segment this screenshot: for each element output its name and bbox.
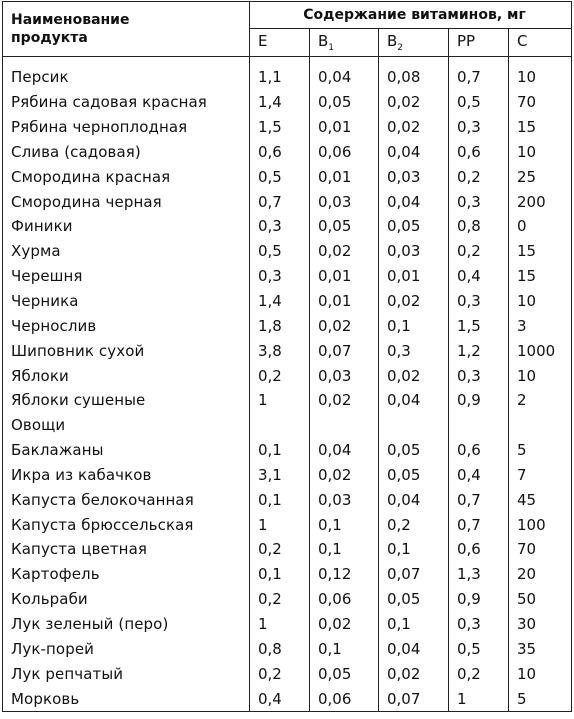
vitamin-e-cell: 1,8	[250, 313, 310, 338]
vitamin-e-cell: 1,5	[250, 115, 310, 140]
product-name-header-line2: продукта	[11, 30, 88, 46]
product-name-cell: Яблоки сушеные	[3, 388, 250, 413]
vitamin-b1-cell: 0,06	[310, 686, 379, 711]
table-row	[3, 686, 572, 711]
vitamin-e-cell: 1	[250, 512, 310, 537]
vitamin-b2-cell: 0,3	[379, 338, 449, 363]
table-row	[3, 562, 572, 587]
vitamin-b1-cell: 0,02	[310, 313, 379, 338]
vitamin-e-header: E	[250, 29, 310, 57]
vitamin-e-cell: 0,5	[250, 164, 310, 189]
vitamin-b1-cell: 0,02	[310, 463, 379, 488]
product-name-cell: Морковь	[3, 686, 250, 711]
vitamin-b2-cell: 0,07	[379, 686, 449, 711]
table-row	[3, 115, 572, 140]
vitamin-b1-cell: 0,04	[310, 57, 379, 90]
vitamin-b2-cell: 0,02	[379, 115, 449, 140]
table-row	[3, 363, 572, 388]
vitamin-pp-cell: 0,2	[449, 239, 509, 264]
vitamin-b2-cell: 0,02	[379, 289, 449, 314]
vitamin-c-cell: 25	[509, 164, 572, 189]
vitamin-b1-cell: 0,01	[310, 115, 379, 140]
vitamin-e-cell: 0,4	[250, 686, 310, 711]
vitamin-c-cell: 10	[509, 289, 572, 314]
vitamin-b2-cell: 0,1	[379, 612, 449, 637]
vitamin-e-cell: 0,2	[250, 537, 310, 562]
product-name-cell: Хурма	[3, 239, 250, 264]
table-row	[3, 239, 572, 264]
product-name-cell: Персик	[3, 57, 250, 90]
product-name-cell: Рябина черноплодная	[3, 115, 250, 140]
vitamin-b2-cell: 0,04	[379, 636, 449, 661]
table-row	[3, 313, 572, 338]
vitamin-c-header: C	[509, 29, 572, 57]
vitamin-b2-cell: 0,04	[379, 388, 449, 413]
product-name-cell: Черника	[3, 289, 250, 314]
vitamin-c-cell: 15	[509, 115, 572, 140]
vitamin-pp-cell: 0,5	[449, 636, 509, 661]
product-name-cell: Рябина садовая красная	[3, 90, 250, 115]
table-row	[3, 537, 572, 562]
vitamin-pp-cell: 1,2	[449, 338, 509, 363]
product-name-cell: Смородина черная	[3, 189, 250, 214]
vitamin-pp-cell: 0,8	[449, 214, 509, 239]
vitamin-e-cell: 0,8	[250, 636, 310, 661]
vitamin-b2-cell: 0,05	[379, 438, 449, 463]
vitamin-pp-cell: 0,5	[449, 90, 509, 115]
vitamin-e-cell: 0,1	[250, 487, 310, 512]
vitamin-c-cell: 35	[509, 636, 572, 661]
product-name-cell: Смородина красная	[3, 164, 250, 189]
vitamin-pp-cell: 0,9	[449, 587, 509, 612]
vitamin-c-cell: 50	[509, 587, 572, 612]
product-name-cell: Лук репчатый	[3, 661, 250, 686]
vitamin-pp-cell: 0,3	[449, 363, 509, 388]
vitamin-b2-cell: 0,01	[379, 264, 449, 289]
table-row	[3, 661, 572, 686]
vitamin-content-header: Содержание витаминов, мг	[250, 2, 572, 29]
vitamin-c-cell: 5	[509, 686, 572, 711]
vitamin-b1-cell: 0,05	[310, 661, 379, 686]
vitamin-b1-cell: 0,04	[310, 438, 379, 463]
product-name-cell: Овощи	[3, 413, 250, 438]
vitamin-c-cell: 1000	[509, 338, 572, 363]
product-name-cell: Кольраби	[3, 587, 250, 612]
vitamin-b1-cell: 0,01	[310, 264, 379, 289]
vitamin-pp-cell: 0,6	[449, 537, 509, 562]
vitamin-pp-cell: 0,3	[449, 189, 509, 214]
vitamin-e-cell: 1	[250, 388, 310, 413]
vitamin-c-cell: 200	[509, 189, 572, 214]
vitamin-e-cell: 0,2	[250, 587, 310, 612]
vitamin-e-cell: 3,1	[250, 463, 310, 488]
table-row	[3, 487, 572, 512]
vitamin-pp-cell: 0,4	[449, 463, 509, 488]
vitamin-e-cell: 0,3	[250, 264, 310, 289]
vitamin-b1-cell: 0,1	[310, 512, 379, 537]
vitamin-e-cell: 1,1	[250, 57, 310, 90]
vitamin-b2-cell: 0,03	[379, 164, 449, 189]
vitamin-b1-cell: 0,12	[310, 562, 379, 587]
vitamin-b2-header: $B_2$	[379, 29, 449, 57]
vitamin-b1-cell: 0,03	[310, 189, 379, 214]
vitamin-b1-header: $B_1$	[310, 29, 379, 57]
vitamin-b1-cell: 0,06	[310, 587, 379, 612]
vitamin-c-cell: 0	[509, 214, 572, 239]
table-row	[3, 140, 572, 165]
vitamin-c-cell: 10	[509, 363, 572, 388]
vitamin-table	[2, 1, 572, 712]
product-name-cell: Капуста белокочанная	[3, 487, 250, 512]
product-name-header-line1: Наименование	[11, 12, 130, 28]
table-row	[3, 463, 572, 488]
table-row	[3, 189, 572, 214]
table-row	[3, 264, 572, 289]
vitamin-pp-cell: 0,6	[449, 438, 509, 463]
vitamin-b1-cell: 0,01	[310, 164, 379, 189]
vitamin-c-cell: 15	[509, 264, 572, 289]
vitamin-e-cell: 0,1	[250, 562, 310, 587]
table-row	[3, 512, 572, 537]
product-name-cell: Баклажаны	[3, 438, 250, 463]
vitamin-pp-cell: 0,7	[449, 57, 509, 90]
vitamin-c-cell: 70	[509, 90, 572, 115]
vitamin-c-cell: 10	[509, 57, 572, 90]
vitamin-c-cell: 2	[509, 388, 572, 413]
vitamin-c-cell: 10	[509, 140, 572, 165]
vitamin-b2-cell: 0,1	[379, 313, 449, 338]
vitamin-pp-cell: 0,3	[449, 612, 509, 637]
product-name-cell: Слива (садовая)	[3, 140, 250, 165]
vitamin-b1-cell: 0,07	[310, 338, 379, 363]
vitamin-e-cell: 0,2	[250, 661, 310, 686]
table-row	[3, 587, 572, 612]
vitamin-b2-cell: 0,04	[379, 140, 449, 165]
vitamin-b2-cell: 0,04	[379, 189, 449, 214]
vitamin-b2-cell: 0,02	[379, 363, 449, 388]
vitamin-pp-cell: 0,3	[449, 115, 509, 140]
vitamin-e-cell: 0,2	[250, 363, 310, 388]
vitamin-b2-cell: 0,05	[379, 214, 449, 239]
vitamin-b2-cell: 0,05	[379, 463, 449, 488]
vitamin-pp-cell: 0,2	[449, 661, 509, 686]
vitamin-pp-cell: 0,9	[449, 388, 509, 413]
vitamin-b1-cell: 0,05	[310, 90, 379, 115]
vitamin-pp-cell: 0,6	[449, 140, 509, 165]
vitamin-b2-cell	[379, 413, 449, 438]
vitamin-b1-cell: 0,05	[310, 214, 379, 239]
product-name-cell: Капуста брюссельская	[3, 512, 250, 537]
vitamin-e-cell: 0,7	[250, 189, 310, 214]
product-name-cell: Яблоки	[3, 363, 250, 388]
vitamin-c-cell: 20	[509, 562, 572, 587]
vitamin-b1-cell: 0,01	[310, 289, 379, 314]
product-name-cell: Чернослив	[3, 313, 250, 338]
vitamin-c-cell: 45	[509, 487, 572, 512]
vitamin-b2-cell: 0,04	[379, 487, 449, 512]
vitamin-b2-cell: 0,07	[379, 562, 449, 587]
table-row	[3, 612, 572, 637]
vitamin-e-cell: 0,3	[250, 214, 310, 239]
vitamin-e-cell: 0,6	[250, 140, 310, 165]
product-name-cell: Лук зеленый (перо)	[3, 612, 250, 637]
table-row	[3, 289, 572, 314]
vitamin-e-cell: 1,4	[250, 289, 310, 314]
table-row	[3, 413, 572, 438]
vitamin-pp-cell: 0,7	[449, 487, 509, 512]
vitamin-c-cell: 100	[509, 512, 572, 537]
product-name-cell: Капуста цветная	[3, 537, 250, 562]
vitamin-e-cell	[250, 413, 310, 438]
vitamin-e-cell: 1	[250, 612, 310, 637]
vitamin-b2-cell: 0,2	[379, 512, 449, 537]
vitamin-b2-cell: 0,08	[379, 57, 449, 90]
vitamin-e-cell: 3,8	[250, 338, 310, 363]
table-body	[3, 57, 572, 712]
table-row	[3, 164, 572, 189]
table-row	[3, 636, 572, 661]
vitamin-b2-cell: 0,02	[379, 90, 449, 115]
vitamin-c-cell: 7	[509, 463, 572, 488]
vitamin-pp-cell: 1	[449, 686, 509, 711]
vitamin-b1-cell: 0,03	[310, 363, 379, 388]
product-name-cell: Шиповник сухой	[3, 338, 250, 363]
vitamin-pp-cell: 1,3	[449, 562, 509, 587]
product-name-cell: Картофель	[3, 562, 250, 587]
vitamin-e-cell: 0,1	[250, 438, 310, 463]
table-row	[3, 388, 572, 413]
vitamin-pp-cell: 1,5	[449, 313, 509, 338]
vitamin-pp-cell: 0,4	[449, 264, 509, 289]
vitamin-c-cell: 15	[509, 239, 572, 264]
vitamin-pp-cell: 0,7	[449, 512, 509, 537]
product-name-cell: Финики	[3, 214, 250, 239]
vitamin-c-cell: 70	[509, 537, 572, 562]
table-row	[3, 338, 572, 363]
table-row	[3, 57, 572, 90]
product-name-cell: Лук-порей	[3, 636, 250, 661]
vitamin-c-cell: 30	[509, 612, 572, 637]
vitamin-b1-cell: 0,1	[310, 636, 379, 661]
vitamin-b2-cell: 0,05	[379, 587, 449, 612]
vitamin-b1-cell: 0,06	[310, 140, 379, 165]
product-name-cell: Черешня	[3, 264, 250, 289]
product-name-header	[3, 2, 250, 57]
vitamin-e-cell: 0,5	[250, 239, 310, 264]
table-row	[3, 438, 572, 463]
vitamin-c-cell: 10	[509, 661, 572, 686]
vitamin-b2-cell: 0,1	[379, 537, 449, 562]
vitamin-b1-cell: 0,02	[310, 239, 379, 264]
vitamin-c-cell: 3	[509, 313, 572, 338]
vitamin-pp-cell: 0,2	[449, 164, 509, 189]
vitamin-c-cell: 5	[509, 438, 572, 463]
product-name-cell: Икра из кабачков	[3, 463, 250, 488]
vitamin-pp-cell	[449, 413, 509, 438]
table-row	[3, 214, 572, 239]
table-header	[3, 2, 572, 57]
table-row	[3, 90, 572, 115]
vitamin-b1-cell	[310, 413, 379, 438]
vitamin-b1-cell: 0,1	[310, 537, 379, 562]
vitamin-b2-cell: 0,02	[379, 661, 449, 686]
vitamin-b1-cell: 0,02	[310, 612, 379, 637]
vitamin-pp-header: PP	[449, 29, 509, 57]
vitamin-c-cell	[509, 413, 572, 438]
vitamin-e-cell: 1,4	[250, 90, 310, 115]
vitamin-b1-cell: 0,02	[310, 388, 379, 413]
vitamin-b1-cell: 0,03	[310, 487, 379, 512]
vitamin-pp-cell: 0,3	[449, 289, 509, 314]
vitamin-b2-cell: 0,03	[379, 239, 449, 264]
